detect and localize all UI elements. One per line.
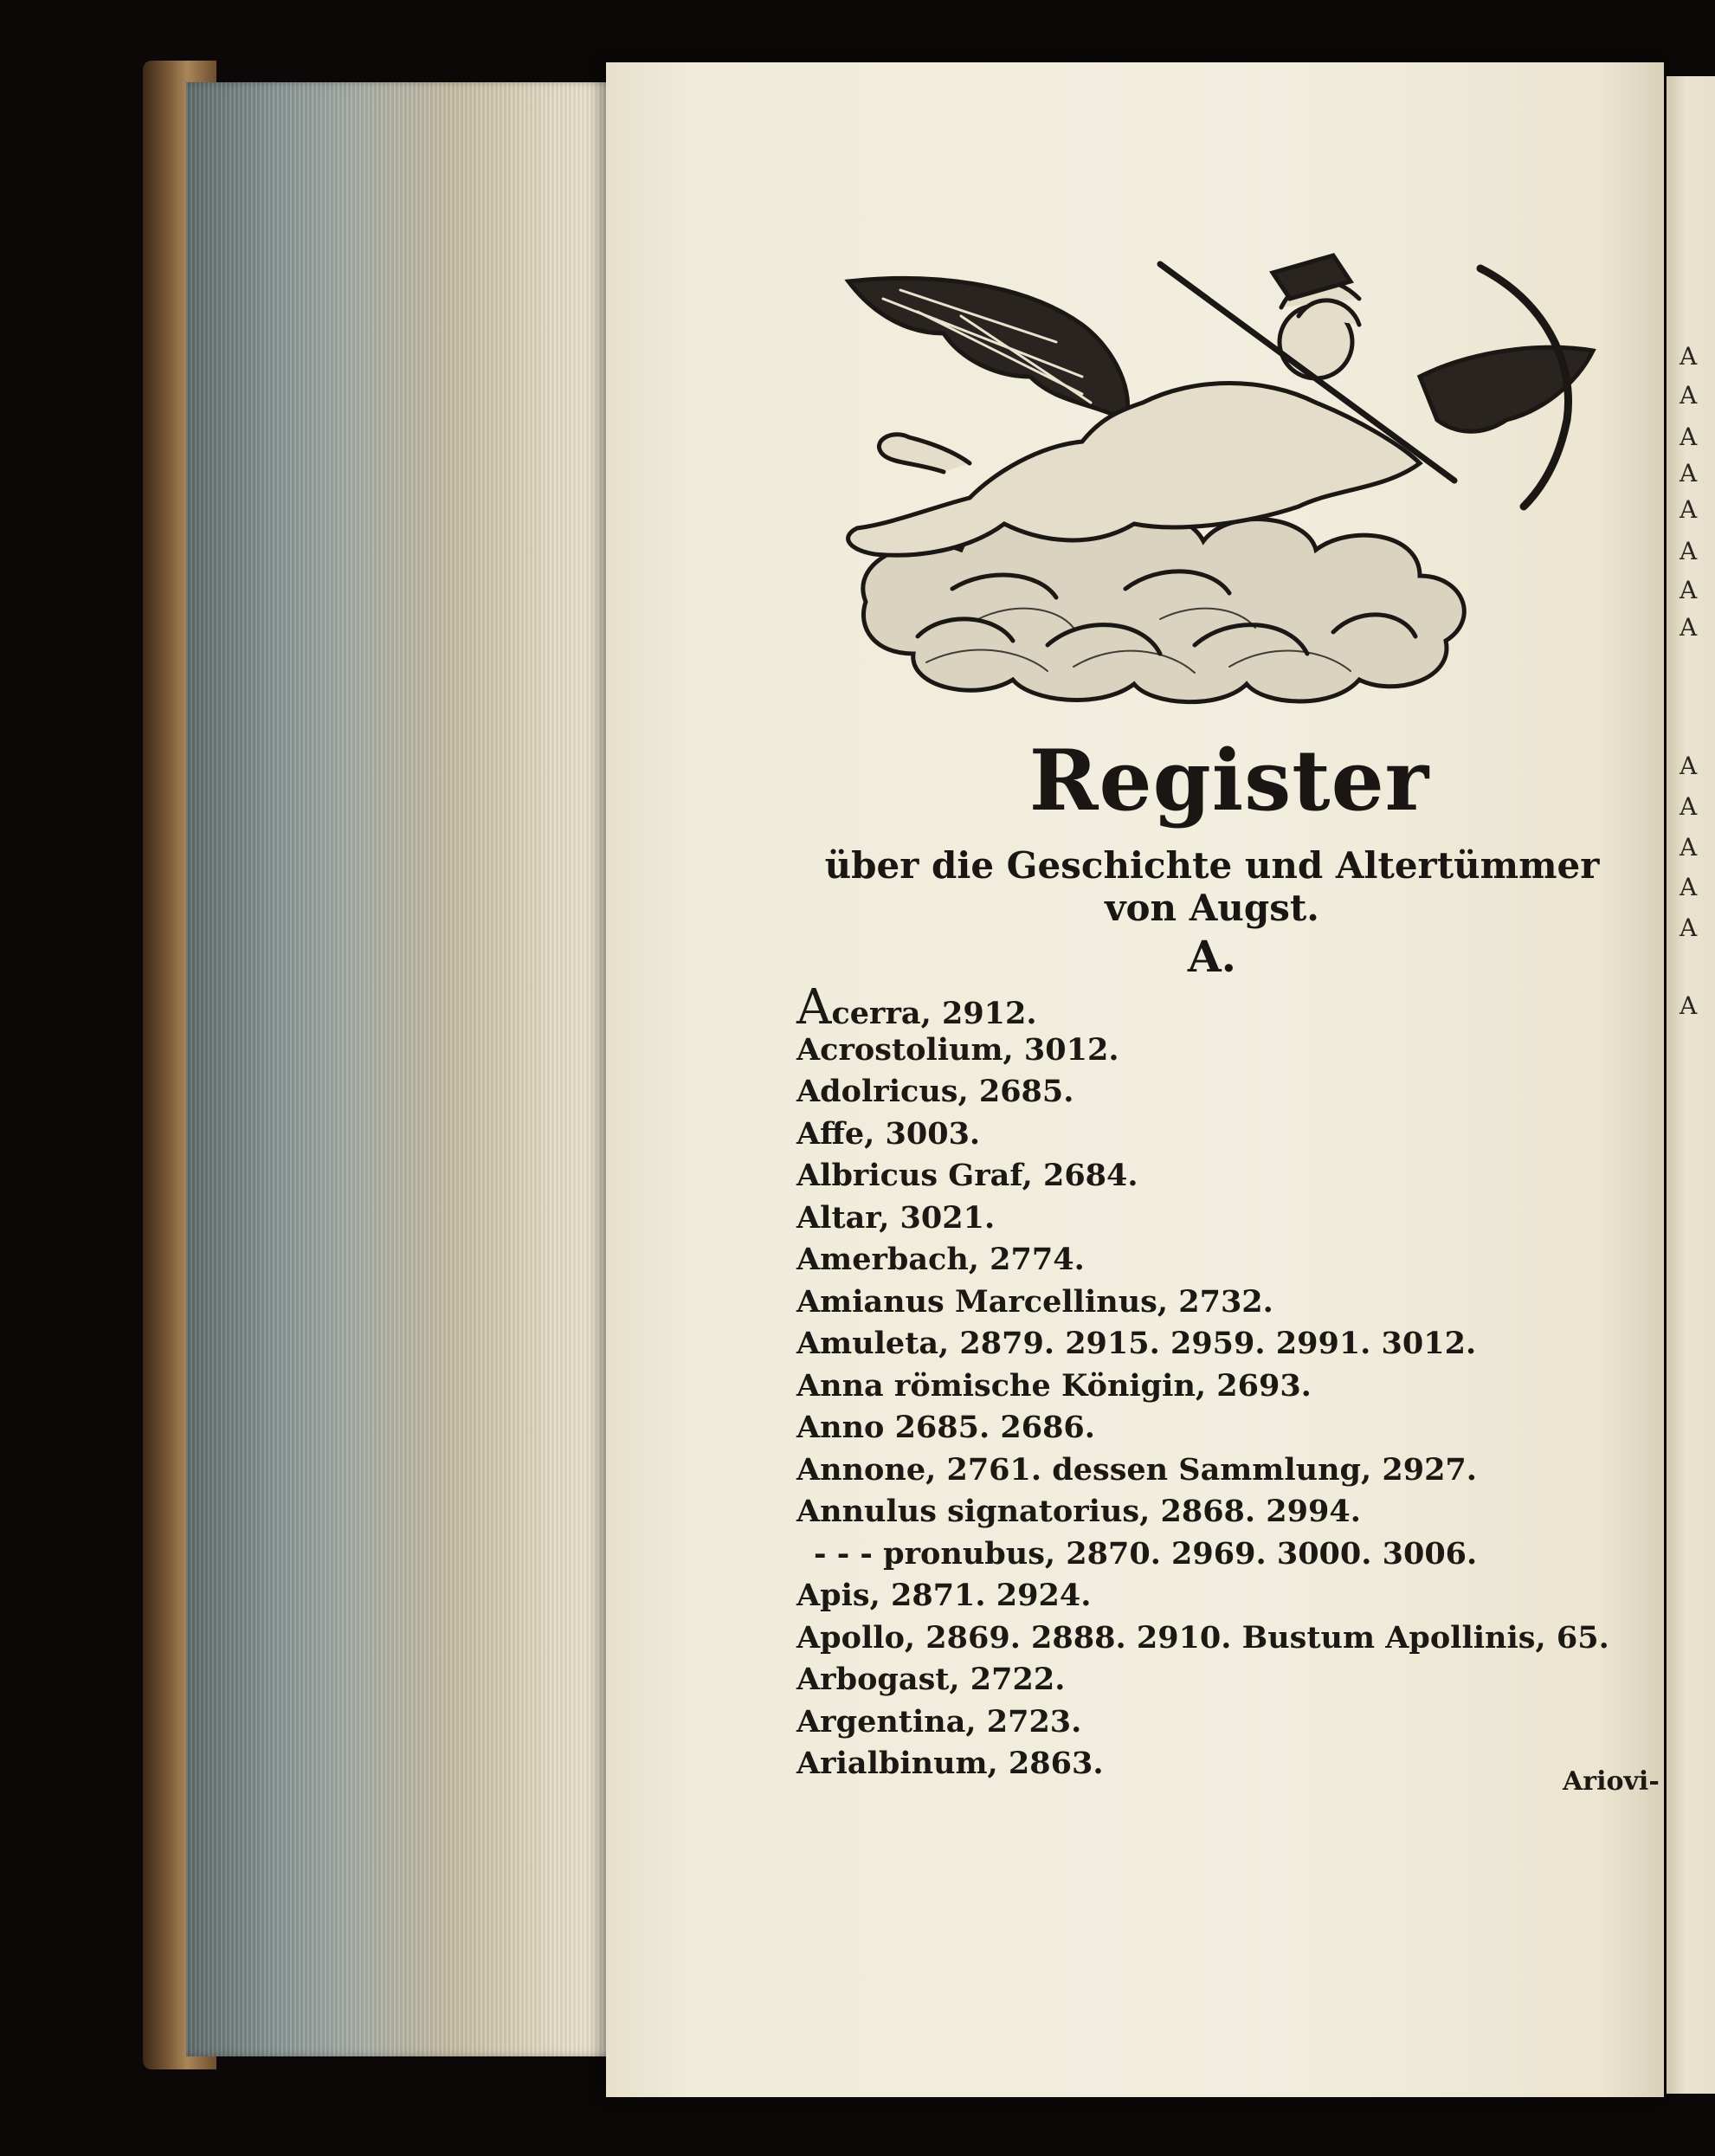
facing-page-letter: A (1680, 381, 1698, 410)
catchword: Ariovi- (1563, 1766, 1660, 1797)
register-entry (796, 979, 1628, 1036)
page-subtitle: über die Geschichte und Altertümmer von Augst. (824, 844, 1600, 929)
woodcut-headpiece (796, 247, 1636, 714)
facing-page-letter: A (1680, 613, 1698, 642)
facing-page-letter: A (1680, 913, 1698, 942)
facing-page-letter: A (1680, 495, 1698, 524)
register-entry: Acrostolium, 3012. (796, 1031, 1119, 1068)
register-entries (796, 979, 1628, 1785)
register-entry: Amuleta, 2879. 2915. 2959. 2991. 3012. (796, 1326, 1477, 1361)
entry-text: cerra, 2912. (831, 996, 1037, 1031)
facing-page-letter: A (1680, 576, 1698, 604)
register-entry: Anno 2685. 2686. (796, 1410, 1095, 1445)
facing-page-letter: A (1680, 833, 1698, 862)
facing-page (1667, 76, 1715, 2094)
facing-page-letter: A (1680, 342, 1698, 371)
entry-text: - - - pronubus, 2870. 2969. 3000. 3006. (814, 1535, 1478, 1572)
page-title: Register (1028, 732, 1430, 829)
register-entry (796, 1533, 1628, 1576)
register-entry: Arbogast, 2722. (796, 1662, 1066, 1697)
facing-page-letter: A (1680, 873, 1698, 901)
facing-page-letter: A (1680, 423, 1698, 451)
register-entry: Affe, 3003. (796, 1115, 981, 1152)
register-entry: Annone, 2761. dessen Sammlung, 2927. (796, 1451, 1477, 1488)
register-entry: Altar, 3021. (796, 1199, 996, 1236)
register-entry: Annulus signatorius, 2868. 2994. (796, 1494, 1361, 1529)
facing-page-letter: A (1680, 459, 1698, 487)
facing-page-letter: A (1680, 537, 1698, 565)
facing-page-letter: A (1680, 752, 1698, 780)
facing-page-letter: A (1680, 991, 1698, 1020)
register-entry: Arialbinum, 2863. (796, 1746, 1104, 1781)
register-entry: Apis, 2871. 2924. (796, 1578, 1092, 1613)
register-entry: Argentina, 2723. (796, 1703, 1082, 1740)
register-entry: Apollo, 2869. 2888. 2910. Bustum Apollinis, 65. (796, 1619, 1609, 1656)
section-letter: A. (1187, 931, 1237, 982)
drop-initial: A (796, 979, 832, 1036)
register-entry: Adolricus, 2685. (796, 1074, 1074, 1109)
page-edges (186, 82, 619, 2056)
register-entry: Amianus Marcellinus, 2732. (796, 1283, 1273, 1320)
register-entry: Anna römische Königin, 2693. (796, 1367, 1312, 1404)
register-entry: Amerbach, 2774. (796, 1242, 1085, 1277)
register-entry: Albricus Graf, 2684. (796, 1158, 1138, 1193)
facing-page-letter: A (1680, 792, 1698, 821)
